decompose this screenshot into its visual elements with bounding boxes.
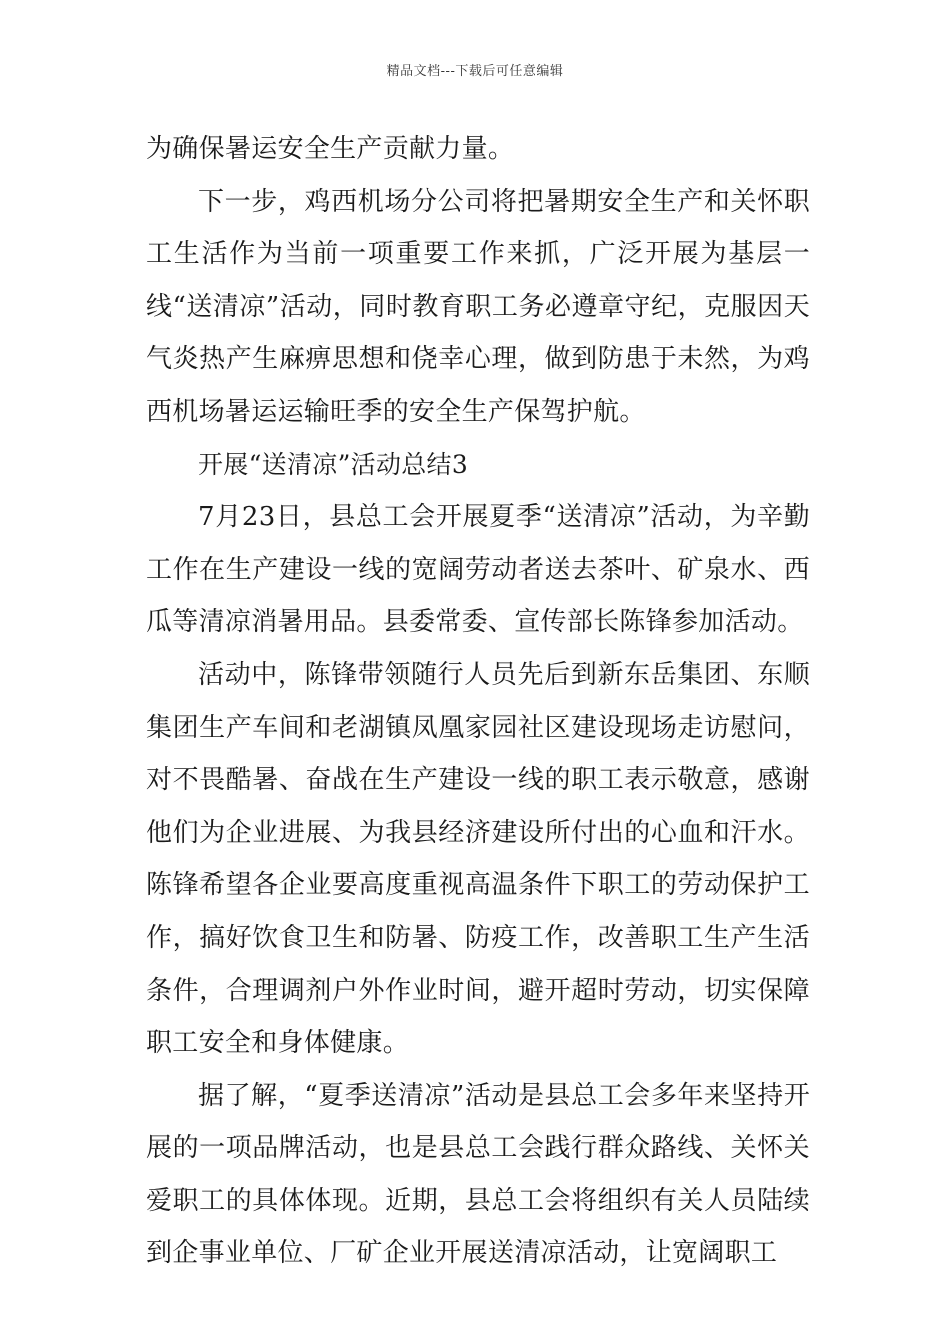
paragraph-background: 据了解，“夏季送清凉”活动是县总工会多年来坚持开展的一项品牌活动，也是县总工会践行群众路线、关怀关爱职工的具体体现。近期，县总工会将组织有关人员陆续到企事业单位、厂矿企业开展送清凉活动，让宽阔职工 (146, 1080, 810, 1269)
document-body (146, 123, 810, 1280)
paragraph-event-detail: 活动中，陈锋带领随行人员先后到新东岳集团、东顺集团生产车间和老湖镇凤凰家园社区建设现场走访慰问，对不畏酷暑、奋战在生产建设一线的职工表示敬意，感谢他们为企业进展、为我县经济建设所付出的心血和汗水。陈锋希望各企业要高度重视高温条件下职工的劳动保护工作，搞好饮食卫生和防暑、防疫工作，改善职工生产生活条件，合理调剂户外作业时间，避开超时劳动，切实保障职工安全和身体健康。 (146, 659, 810, 1059)
paragraph-event-intro: 7月23日，县总工会开展夏季“送清凉”活动，为辛勤工作在生产建设一线的宽阔劳动者送去茶叶、矿泉水、西瓜等清凉消暑用品。县委常委、宣传部长陈锋参加活动。 (146, 502, 810, 638)
page-header: 精品文档---下载后可任意编辑 (386, 64, 564, 79)
section-title: 开展“送清凉”活动总结3 (198, 449, 469, 479)
paragraph-next-step: 下一步，鸡西机场分公司将把暑期安全生产和关怀职工生活作为当前一项重要工作来抓，广泛开展为基层一线“送清凉”活动，同时教育职工务必遵章守纪，克服因天气炎热产生麻痹思想和侥幸心理，做到防患于未然，为鸡西机场暑运运输旺季的安全生产保驾护航。 (146, 186, 810, 427)
paragraph-continuation: 为确保暑运安全生产贡献力量。 (146, 134, 515, 164)
